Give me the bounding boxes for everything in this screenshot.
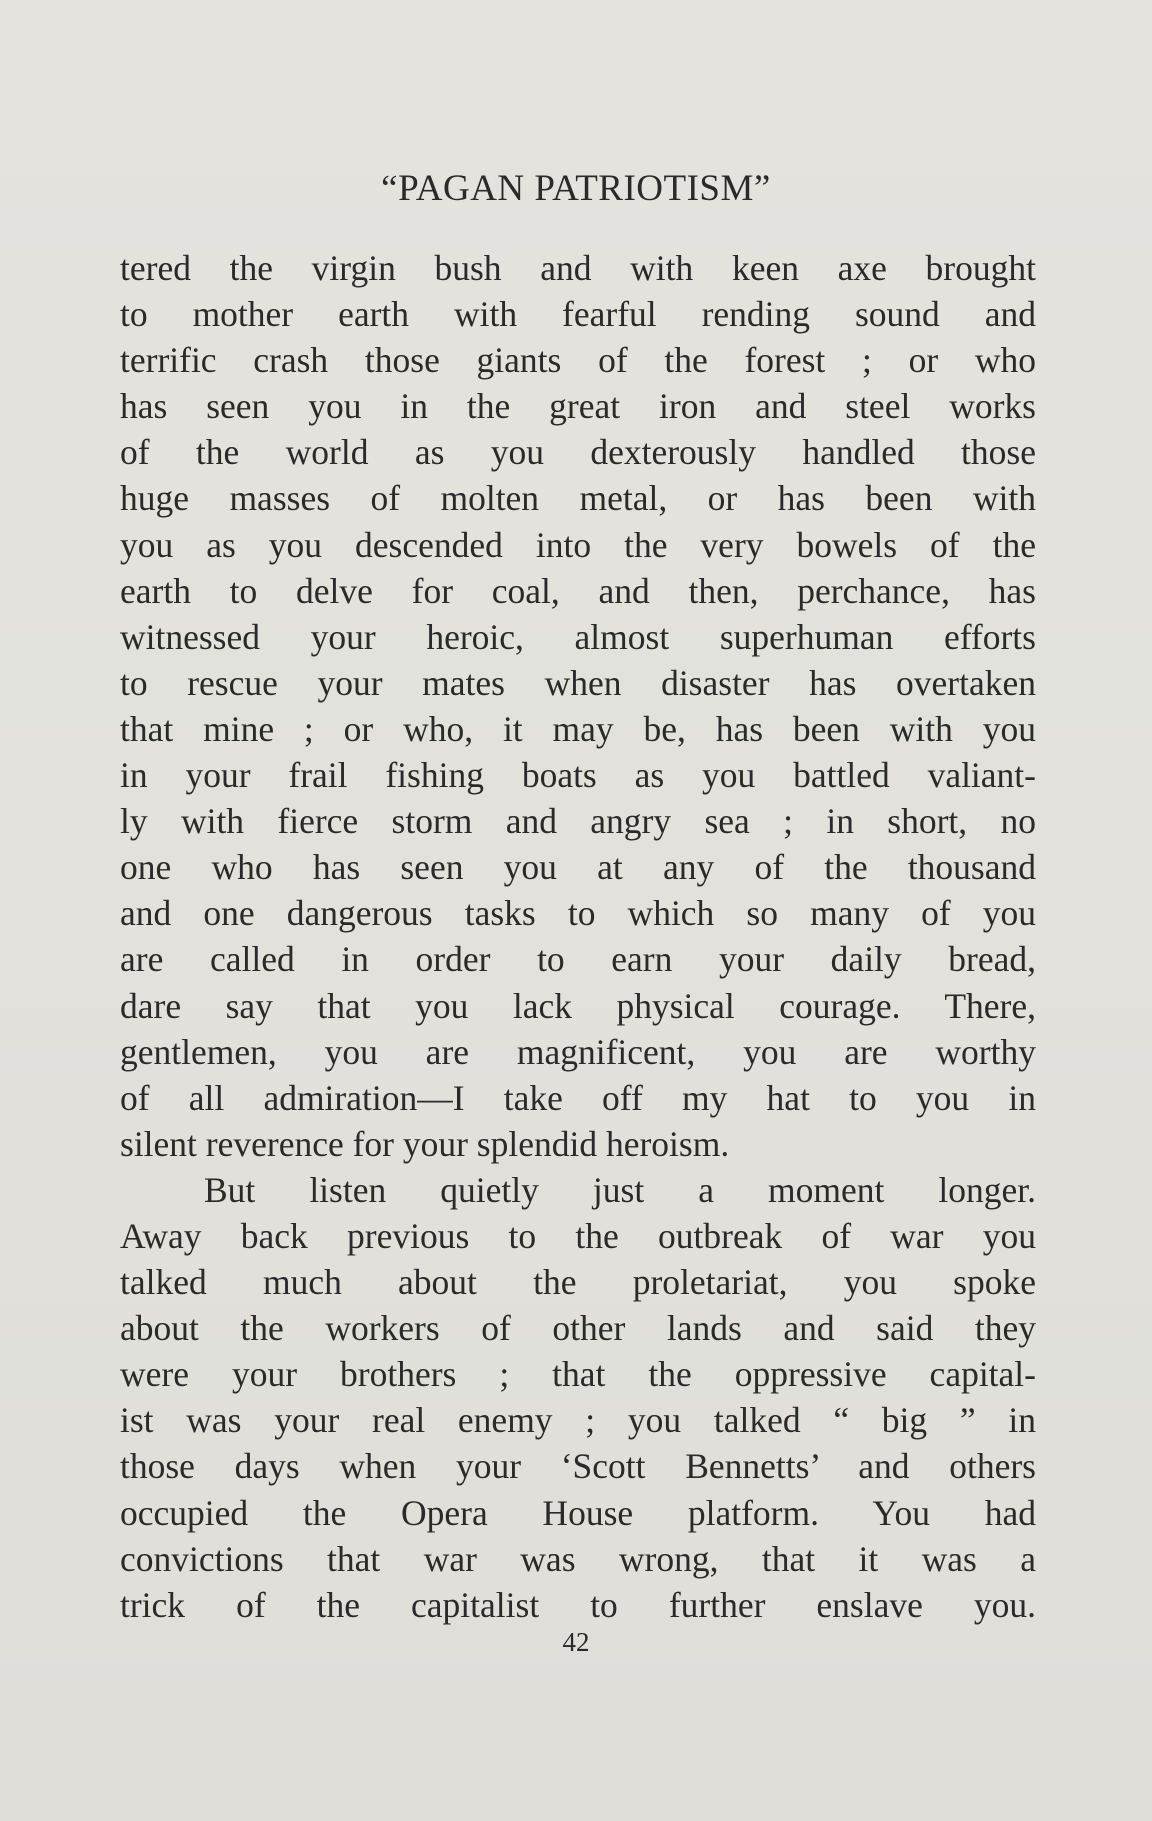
- text-line: in your frail fishing boats as you battled valiant-: [120, 755, 1036, 796]
- text-line: Away back previous to the outbreak of war you: [120, 1215, 1036, 1256]
- text-line: about the workers of other lands and said they: [120, 1308, 1036, 1349]
- text-line: to mother earth with fearful rending sound and: [120, 294, 1036, 335]
- text-line: terrific crash those giants of the forest ; or who: [120, 340, 1036, 381]
- text-line: earth to delve for coal, and then, perchance, has: [120, 570, 1036, 611]
- text-line: talked much about the proletariat, you spoke: [120, 1262, 1036, 1303]
- text-line: witnessed your heroic, almost superhuman efforts: [120, 616, 1036, 657]
- text-line: one who has seen you at any of the thousand: [120, 847, 1036, 888]
- text-line: of the world as you dexterously handled those: [120, 432, 1036, 473]
- text-line: those days when your ‘Scott Bennetts’ and others: [120, 1446, 1036, 1487]
- text-line: huge masses of molten metal, or has been with: [120, 478, 1036, 519]
- text-line: are called in order to earn your daily bread,: [120, 939, 1036, 980]
- running-head-title: “PAGAN PATRIOTISM”: [381, 168, 771, 209]
- text-line: gentlemen, you are magnificent, you are worthy: [120, 1031, 1036, 1072]
- text-line: and one dangerous tasks to which so many of you: [120, 893, 1036, 934]
- text-line: ist was your real enemy ; you talked “ big ” in: [120, 1400, 1036, 1441]
- text-line: ly with fierce storm and angry sea ; in short, no: [120, 801, 1036, 842]
- text-line: has seen you in the great iron and steel works: [120, 386, 1036, 427]
- text-line: convictions that war was wrong, that it was a: [120, 1538, 1036, 1579]
- page-number: 42: [562, 1627, 590, 1657]
- text-line: of all admiration—I take off my hat to you in: [120, 1077, 1036, 1118]
- text-line: trick of the capitalist to further enslave you.: [120, 1584, 1036, 1625]
- text-line: that mine ; or who, it may be, has been with you: [120, 708, 1036, 749]
- paragraph-end-line: silent reverence for your splendid heroism.: [120, 1123, 730, 1164]
- text-line: tered the virgin bush and with keen axe brought: [120, 248, 1036, 288]
- text-line: you as you descended into the very bowels of the: [120, 524, 1036, 565]
- text-line: to rescue your mates when disaster has overtaken: [120, 662, 1036, 703]
- text-line: occupied the Opera House platform. You had: [120, 1492, 1036, 1533]
- body-text: [120, 245, 1036, 1628]
- text-line: were your brothers ; that the oppressive capital-: [120, 1354, 1036, 1395]
- paragraph-start-line: But listen quietly just a moment longer.: [204, 1169, 1036, 1210]
- text-line: dare say that you lack physical courage. There,: [120, 985, 1036, 1026]
